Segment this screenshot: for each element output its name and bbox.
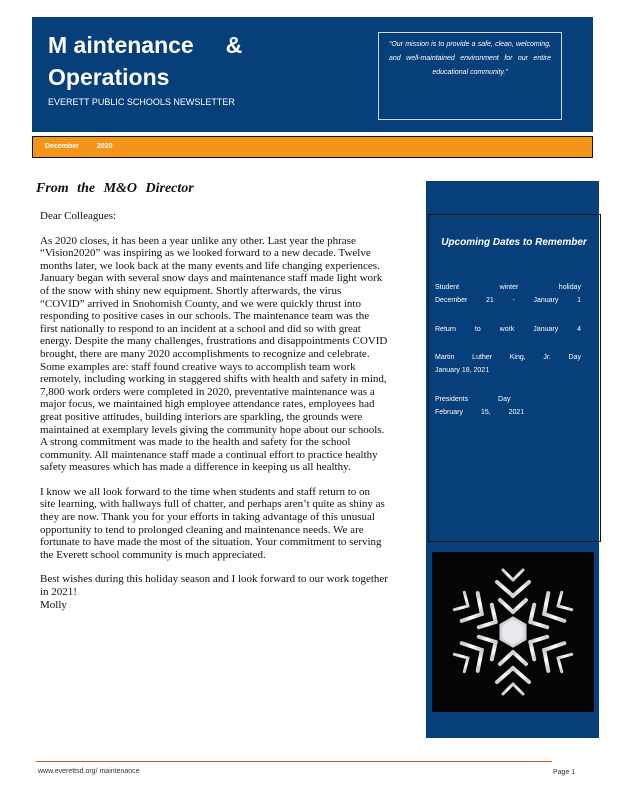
event-line: Presidents Day bbox=[435, 396, 511, 403]
title-line-2: Operations bbox=[48, 64, 170, 90]
event-presidents-day bbox=[435, 393, 581, 419]
events-frame bbox=[428, 214, 601, 542]
snowflake-image bbox=[432, 552, 594, 712]
footer-url[interactable]: www.everettsd.org/ maintenance bbox=[38, 768, 140, 775]
director-letter bbox=[40, 210, 388, 623]
event-mlk-day bbox=[435, 351, 581, 377]
event-line: January 18, 2021 bbox=[435, 367, 490, 374]
letter-greeting: Dear Colleagues: bbox=[40, 210, 117, 222]
events-title: Upcoming Dates to Remember bbox=[441, 237, 587, 248]
title-line-1: M aintenance & bbox=[48, 32, 243, 58]
newsletter-subtitle: EVERETT PUBLIC SCHOOLS NEWSLETTER bbox=[48, 97, 235, 107]
date-year: 2020 bbox=[97, 143, 113, 150]
event-line: February 15, 2021 bbox=[435, 409, 525, 416]
snowflake-icon bbox=[432, 552, 594, 712]
mission-statement: “Our mission is to provide a safe, clean, welcoming, and well-maintained environment for our entire educational community.” bbox=[378, 32, 562, 120]
letter-paragraph-2: I know we all look forward to the time when students and staff return to on site learning, with hallways full of chatter, and perhaps aren’t quite as shiny as they are now. Thank you for your efforts in taking advantage of this unusual opportunity to tend to prolonged cleaning and maintenance needs. We are fortunate to have made the most of the situation. Your commitment to serving the Everett school community is much appreciated. bbox=[40, 485, 385, 561]
event-return-to-work bbox=[435, 323, 581, 336]
event-line: Martin Luther King, Jr. Day bbox=[435, 354, 581, 361]
letter-paragraph-1: As 2020 closes, it has been a year unlike any other. Last year the phrase “Vision2020” was inspiring as we looked forward to a new decade. Twelve months later, we look back at the many events and life changing experiences. January began with several snow days and maintenance staff made light work of the snow with shiny new equipment. Shortly afterwards, the virus “COVID” arrived in Snohomish County, and we were quickly thrust into responding to positive cases in our schools. The maintenance team was the first nationally to respond to an incident at a school and did so with great energy. Despite the many challenges, frustrations and disappointments COVID brought, there are many 2020 accomplishments to recognize and celebrate. Some examples are: staff found creative ways to accomplish team work remotely, including working in staggered shifts with health and safety in mind, 7,800 work orders were completed in 2020, preventative maintenance was a major focus, we maintained high employee attendance rates, employees had great positive attitudes, building interiors are sparkling, the grounds were maintained at exemplary levels giving the community hope about our schools. A strong commitment was made to the health and safety for the school community. All maintenance staff made a continual effort to practice healthy safety measures which has made a difference in keeping us all healthy. bbox=[40, 234, 388, 474]
date-bar bbox=[32, 136, 593, 158]
section-title: From the M&O Director bbox=[36, 181, 194, 196]
letter-paragraph-3: Best wishes during this holiday season and I look forward to our work together in 2021! bbox=[40, 573, 388, 599]
event-line: December 21 - January 1 bbox=[435, 297, 581, 304]
date-month: December bbox=[45, 143, 79, 150]
masthead bbox=[32, 17, 593, 132]
event-line: Return to work January 4 bbox=[435, 326, 581, 333]
newsletter-title bbox=[48, 29, 278, 93]
page-number: Page 1 bbox=[553, 769, 576, 776]
sidebar bbox=[426, 181, 599, 738]
letter-signature: Molly bbox=[40, 598, 67, 611]
footer-rule bbox=[36, 761, 552, 762]
event-line: Student winter holiday bbox=[435, 284, 581, 291]
event-winter-holiday bbox=[435, 281, 581, 307]
